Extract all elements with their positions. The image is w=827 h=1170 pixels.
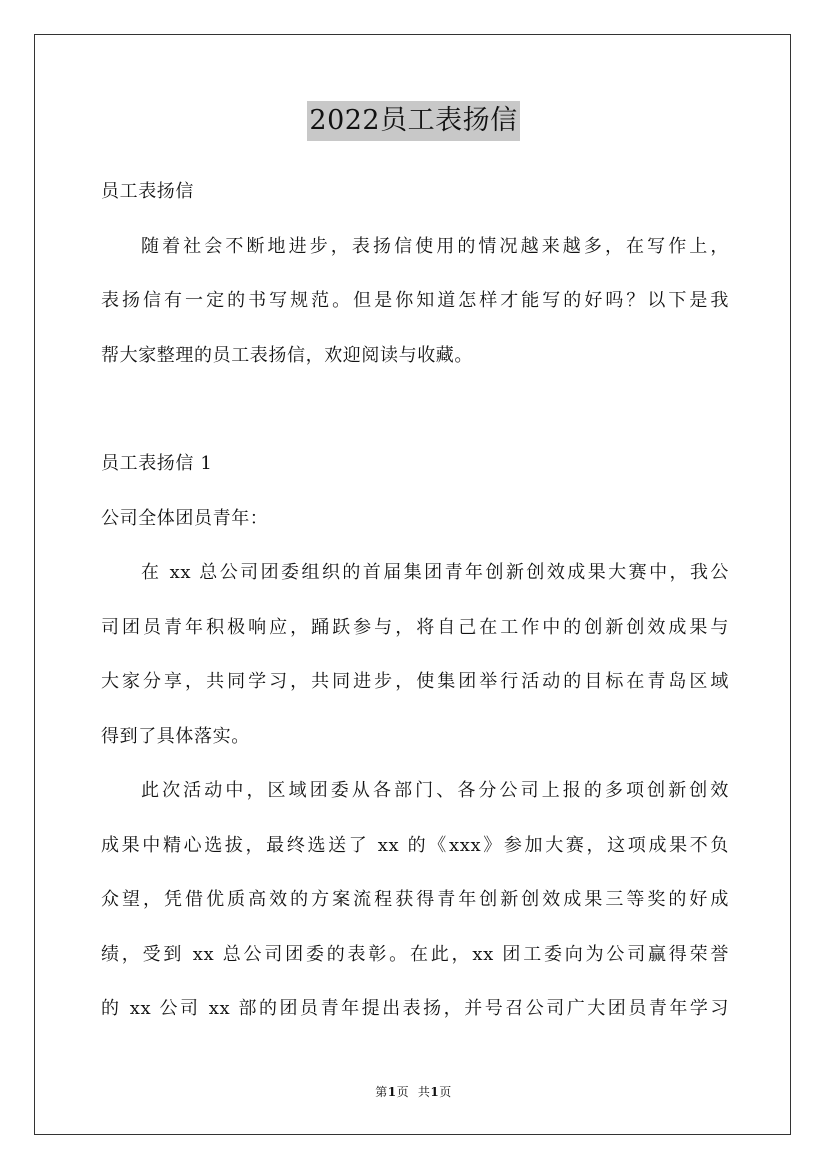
- intro-line: 随着社会不断地进步，表扬信使用的情况越来越多，在写作上，: [141, 235, 729, 257]
- para2-line: 此次活动中，区域团委从各部门、各分公司上报的多项创新创效: [141, 780, 729, 801]
- para2-line: 众望，凭借优质高效的方案流程获得青年创新创效成果三等奖的好成: [101, 889, 729, 910]
- para1-line: 大家分享，共同学习，共同进步，使集团举行活动的目标在青岛区域: [101, 671, 729, 692]
- intro-line: 帮大家整理的员工表扬信，欢迎阅读与收藏。: [101, 344, 473, 366]
- page-number: 1: [387, 1085, 397, 1099]
- para2-line: 成果中精心选拔，最终选送了 xx 的《xxx》参加大赛，这项成果不负: [101, 834, 729, 856]
- document-title: 2022员工表扬信: [307, 101, 519, 141]
- intro-line: 表扬信有一定的书写规范。但是你知道怎样才能写的好吗？以下是我: [101, 290, 729, 311]
- page-footer: [0, 1083, 827, 1100]
- title-container: [0, 101, 827, 141]
- page-prefix: 第: [375, 1085, 388, 1099]
- subtitle: 员工表扬信: [101, 181, 194, 202]
- total-suffix: 页: [439, 1085, 452, 1099]
- salutation: 公司全体团员青年：: [101, 507, 269, 529]
- para2-line: 绩，受到 xx 总公司团委的表彰。在此，xx 团工委向为公司赢得荣誉: [101, 943, 729, 965]
- total-pages: 1: [430, 1085, 440, 1099]
- paragraph-gap: [101, 383, 729, 437]
- total-prefix: 共: [417, 1085, 431, 1099]
- para1-line: 得到了具体落实。: [101, 725, 250, 747]
- section-heading: 员工表扬信 1: [101, 453, 213, 474]
- document-body: [101, 165, 729, 1037]
- para1-line: 在 xx 总公司团委组织的首届集团青年创新创效成果大赛中，我公: [141, 562, 729, 583]
- para1-line: 司团员青年积极响应，踊跃参与，将自己在工作中的创新创效成果与: [101, 616, 729, 638]
- para2-line: 的 xx 公司 xx 部的团员青年提出表扬，并号召公司广大团员青年学习: [101, 998, 729, 1019]
- page-suffix: 页: [396, 1085, 410, 1099]
